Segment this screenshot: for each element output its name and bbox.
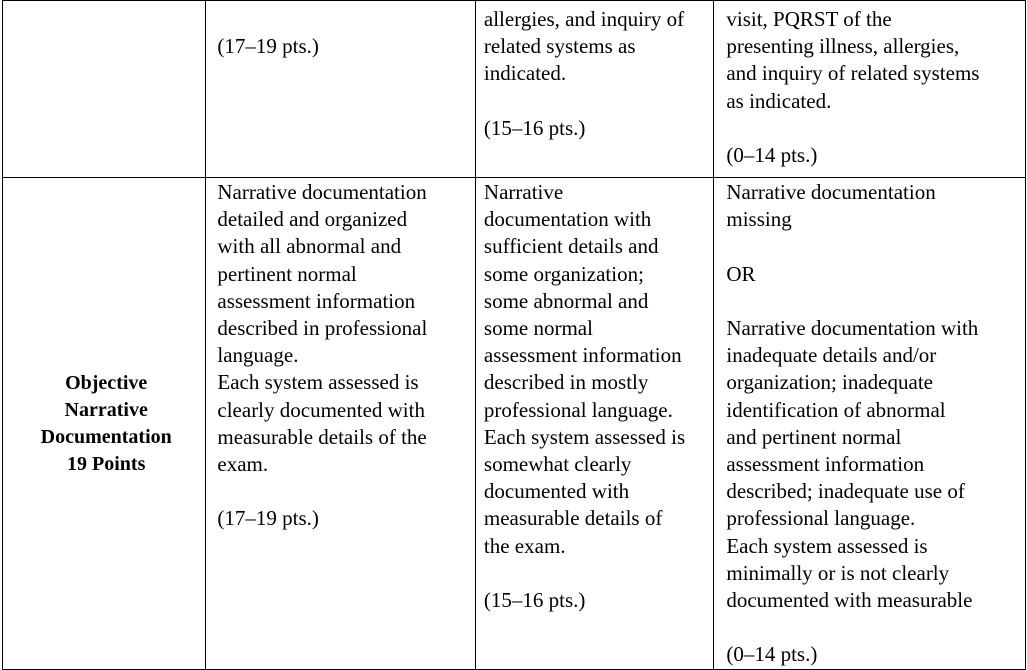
text-line: identification of abnormal: [726, 397, 946, 422]
text-line: assessment information: [726, 452, 925, 476]
text-line: Narrative documentation: [217, 180, 427, 204]
blank-line: [217, 478, 469, 505]
text-line: Narrative documentation: [726, 180, 936, 204]
blank-line: [726, 614, 1019, 641]
proficient-cell-objective: [475, 178, 713, 670]
text-line: described in mostly: [483, 370, 649, 395]
rubric-table: [2, 0, 1026, 670]
text-line: somewhat clearly: [483, 452, 632, 477]
text-line: measurable details of: [483, 506, 663, 531]
text-line: missing: [726, 207, 792, 232]
text-line: visit, PQRST of the: [726, 7, 892, 31]
text-line: (0–14 pts.): [726, 642, 818, 667]
text-line: documented with: [483, 479, 630, 504]
text-line: sufficient details and: [483, 234, 659, 259]
text-line: detailed and organized: [217, 207, 408, 232]
text-line: inadequate details and/or: [726, 343, 937, 368]
text-line: Narrative documentation with: [726, 315, 979, 340]
text-line: minimally or is not clearly: [726, 560, 950, 585]
text-line: (0–14 pts.): [726, 143, 818, 167]
text-line: Each system assessed is: [483, 424, 686, 449]
text-line: allergies, and inquiry of: [483, 7, 685, 31]
criterion-cell-objective: [3, 178, 206, 670]
text-line: described in professional: [217, 316, 428, 341]
text-line: Documentation: [40, 425, 172, 448]
text-line: described; inadequate use of: [726, 479, 965, 504]
blank-line: [726, 233, 1019, 260]
text-line: as indicated.: [726, 88, 832, 113]
text-line: with all abnormal and: [217, 234, 402, 259]
text-line: (17–19 pts.): [217, 34, 319, 59]
needs-improvement-text: [714, 178, 1025, 669]
text-line: clearly documented with: [217, 397, 425, 422]
text-line: and pertinent normal: [726, 424, 902, 449]
text-line: and inquiry of related systems: [726, 61, 980, 86]
text-line: assessment information: [217, 288, 416, 313]
exemplary-text: [206, 178, 475, 533]
text-line: 19 Points: [67, 452, 146, 475]
text-line: the exam.: [483, 533, 566, 558]
needs-improvement-cell-objective: [714, 178, 1026, 670]
text-line: assessment information: [483, 343, 682, 368]
proficient-text: [476, 1, 713, 142]
text-line: some abnormal and: [483, 288, 649, 313]
text-line: language.: [217, 343, 299, 368]
text-line: (17–19 pts.): [217, 506, 319, 531]
text-line: exam.: [217, 452, 269, 477]
blank-line: [726, 288, 1019, 315]
objective-narrative-row: [3, 178, 1026, 670]
text-line: related systems as: [483, 34, 636, 59]
text-line: professional language.: [726, 506, 916, 531]
text-line: documentation with: [483, 207, 652, 232]
criterion-text: [3, 87, 205, 92]
text-line: Each system assessed is: [217, 370, 419, 395]
text-line: measurable details of the: [217, 424, 427, 449]
text-line: documented with measurable: [726, 588, 973, 613]
text-line: presenting illness, allergies,: [726, 34, 960, 59]
text-line: Each system assessed is: [726, 533, 928, 558]
text-line: organization; inadequate: [726, 370, 933, 395]
criterion-title: [3, 369, 205, 478]
needs-improvement-cell-top: [714, 1, 1026, 178]
blank-line: [484, 88, 707, 115]
text-line: OR: [726, 261, 756, 286]
text-line: some organization;: [483, 261, 644, 286]
text-line: (15–16 pts.): [483, 588, 586, 613]
text-line: (15–16 pts.): [483, 115, 586, 140]
text-line: Narrative: [64, 398, 148, 421]
text-line: professional language.: [483, 397, 673, 422]
blank-line: [484, 560, 707, 587]
text-line: Objective: [65, 371, 148, 394]
criterion-cell-top: [3, 1, 206, 178]
blank-line: [726, 115, 1019, 142]
exemplary-cell-objective: [206, 178, 476, 670]
needs-improvement-text: [714, 1, 1025, 169]
subjective-row-continued: [3, 1, 1026, 178]
exemplary-cell-top: [206, 1, 476, 178]
exemplary-text: [206, 1, 475, 60]
text-line: pertinent normal: [217, 261, 357, 286]
proficient-text: [476, 178, 713, 614]
text-line: some normal: [483, 316, 593, 341]
text-line: Narrative: [483, 180, 564, 204]
text-line: indicated.: [483, 61, 567, 86]
blank-line: [217, 6, 469, 33]
proficient-cell-top: [475, 1, 713, 178]
